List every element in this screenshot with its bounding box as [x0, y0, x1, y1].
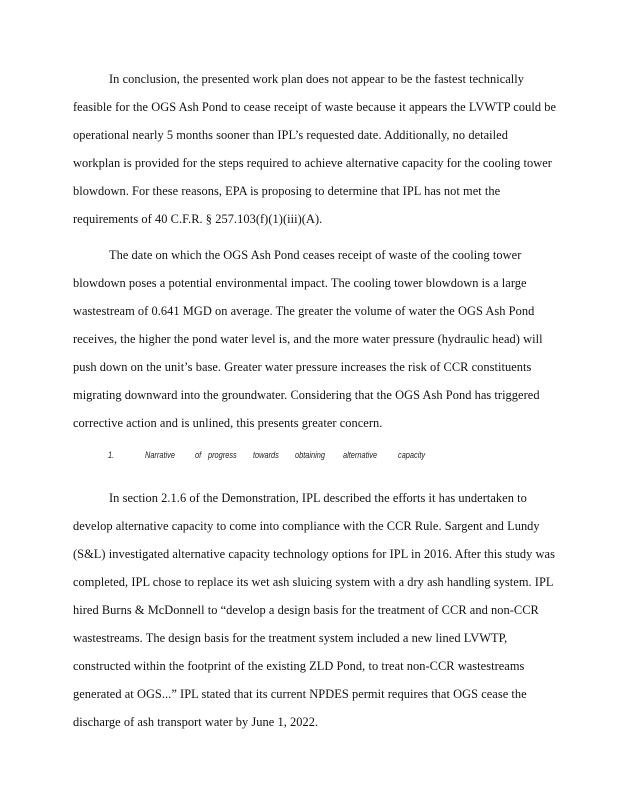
paragraph-conclusion [73, 65, 593, 233]
text-line: develop alternative capacity to come into compliance with the CCR Rule. Sargent and Lundy [73, 519, 540, 533]
text-line: corrective action and is unlined, this presents greater concern. [73, 416, 383, 430]
heading-word: Narrative [145, 450, 175, 460]
text-line: blowdown poses a potential environmental impact. The cooling tower blowdown is a large [73, 276, 527, 290]
text-line: The date on which the OGS Ash Pond ceases receipt of waste of the cooling tower [109, 248, 522, 262]
text-line: hired Burns & McDonnell to “develop a design basis for the treatment of CCR and non-CCR [73, 603, 539, 617]
text-line: push down on the unit’s base. Greater water pressure increases the risk of CCR constituents [73, 360, 532, 374]
paragraph-progress-narrative [73, 484, 593, 736]
text-line: constructed within the footprint of the existing ZLD Pond, to treat non-CCR wastestreams [73, 659, 525, 673]
heading-word: capacity [398, 450, 426, 460]
text-line: requirements of 40 C.F.R. § 257.103(f)(1)(iii)(A). [73, 212, 323, 226]
text-line: discharge of ash transport water by June 1, 2022. [73, 715, 319, 729]
heading-word: progress [208, 450, 237, 460]
text-line: In conclusion, the presented work plan does not appear to be the fastest technically [109, 72, 525, 86]
text-line: receives, the higher the pond water level is, and the more water pressure (hydraulic head) will [73, 332, 543, 346]
text-line: workplan is provided for the steps required to achieve alternative capacity for the cooling tower [73, 156, 552, 170]
paragraph-environmental-impact [73, 241, 593, 437]
text-line: In section 2.1.6 of the Demonstration, IPL described the efforts it has undertaken to [109, 491, 527, 505]
text-line: feasible for the OGS Ash Pond to cease receipt of waste because it appears the LVWTP could be [73, 100, 557, 114]
text-line: wastestreams. The design basis for the treatment system included a new lined LVWTP, [73, 631, 508, 645]
heading-number: 1. [108, 450, 115, 460]
text-line: generated at OGS...” IPL stated that its current NPDES permit requires that OGS cease the [73, 687, 527, 701]
text-line: operational nearly 5 months sooner than IPL’s requested date. Additionally, no detailed [73, 128, 508, 142]
text-line: completed, IPL chose to replace its wet ash sluicing system with a dry ash handling system. IPL [73, 575, 554, 589]
heading-word: towards [253, 450, 279, 460]
text-line: migrating downward into the groundwater. Considering that the OGS Ash Pond has triggered [73, 388, 540, 402]
heading-word: alternative [343, 450, 378, 460]
text-line: (S&L) investigated alternative capacity technology options for IPL in 2016. After this study was [73, 547, 555, 561]
heading-word: obtaining [295, 450, 325, 460]
heading-word: of [195, 450, 202, 460]
text-line: wastestream of 0.641 MGD on average. The greater the volume of water the OGS Ash Pond [73, 304, 535, 318]
text-line: blowdown. For these reasons, EPA is proposing to determine that IPL has not met the [73, 184, 501, 198]
